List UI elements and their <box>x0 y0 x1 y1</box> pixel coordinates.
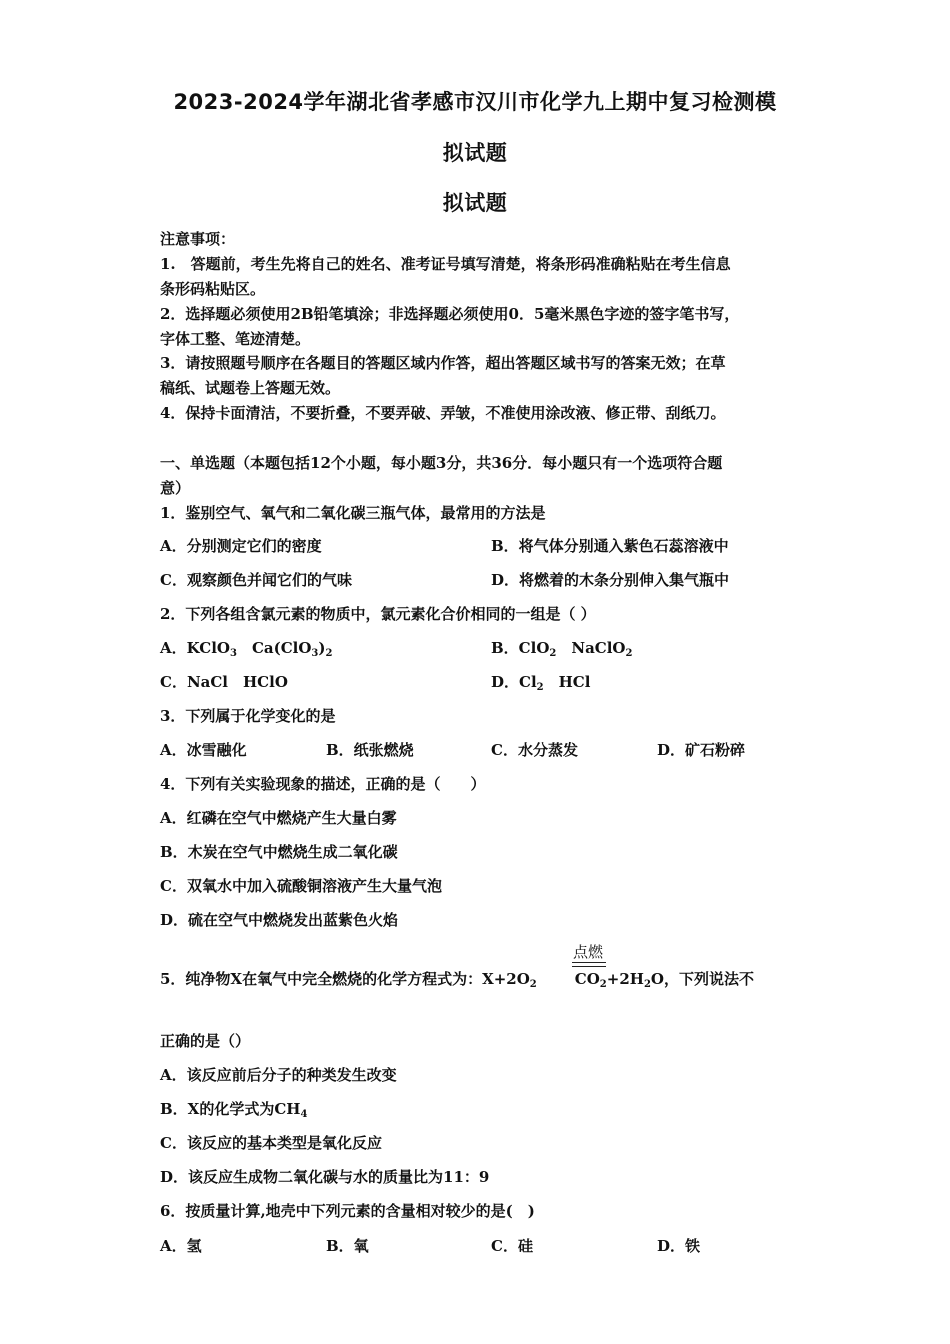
reaction-equals-line-bottom <box>572 966 606 967</box>
notice-item-1b: 条形码粘贴区。 <box>160 280 266 298</box>
page-title-line1: 2023-2024学年湖北省孝感市汉川市化学九上期中复习检测模 <box>173 90 777 114</box>
q2-stem: 2．下列各组含氯元素的物质中，氯元素化合价相同的一组是（ ） <box>160 605 596 623</box>
q6-option-a: A．氢 <box>160 1237 202 1255</box>
q3-option-b: B．纸张燃烧 <box>326 741 414 759</box>
q2-option-c: C．NaCl HClO <box>160 673 288 691</box>
q1-option-a: A．分别测定它们的密度 <box>160 537 322 555</box>
notice-item-3a: 3．请按照题号顺序在各题目的答题区域内作答，超出答题区域书写的答案无效；在草 <box>160 354 726 372</box>
page-title-line3: 拟试题 <box>442 191 508 215</box>
q2-option-a: A．KClO$_3$ $Ca(ClO_3)_2$ <box>160 639 333 659</box>
notice-item-2a: 2．选择题必须使用2B铅笔填涂；非选择题必须使用0．5毫米黑色字迹的签字笔书写， <box>160 305 740 323</box>
q5-option-b: B．X的化学式为$CH_4$ <box>160 1100 308 1120</box>
notice-item-4: 4．保持卡面清洁，不要折叠，不要弄破、弄皱，不准使用涂改液、修正带、刮纸刀。 <box>160 404 726 422</box>
q1-option-d: D．将燃着的木条分别伸入集气瓶中 <box>491 571 730 589</box>
notice-item-2b: 字体工整、笔迹清楚。 <box>160 330 311 348</box>
q1-option-b: B．将气体分别通入紫色石蕊溶液中 <box>491 537 729 555</box>
notice-item-3b: 稿纸、试题卷上答题无效。 <box>160 379 341 397</box>
q3-option-d: D．矿石粉碎 <box>657 741 746 759</box>
q4-stem: 4．下列有关实验现象的描述，正确的是（ ） <box>160 775 486 793</box>
q2-option-b: B．ClO$_2$ NaClO$_2$ <box>491 639 633 659</box>
q2-option-d: D．$Cl_2$ HCl <box>491 673 591 693</box>
q6-stem: 6．按质量计算,地壳中下列元素的含量相对较少的是( ) <box>160 1202 535 1220</box>
q3-option-a: A．冰雪融化 <box>160 741 247 759</box>
q4-option-c: C．双氧水中加入硫酸铜溶液产生大量气泡 <box>160 877 442 895</box>
q5-stem: 5．纯净物X在氧气中完全燃烧的化学方程式为：$X+2O_2$ $CO_2+2H_2O$，下列说法不 <box>160 970 754 990</box>
q5-option-c: C．该反应的基本类型是氧化反应 <box>160 1134 382 1152</box>
q3-option-c: C．水分蒸发 <box>491 741 578 759</box>
section-heading-a: 一、单选题（本题包括12个小题，每小题3分，共36分．每小题只有一个选项符合题 <box>160 454 723 472</box>
page-title-line2: 拟试题 <box>442 141 508 165</box>
reaction-equals-line-top <box>572 962 606 963</box>
reaction-condition-label: 点燃 <box>572 943 603 961</box>
q5-option-a: A．该反应前后分子的种类发生改变 <box>160 1066 397 1084</box>
section-heading-b: 意） <box>160 479 191 497</box>
notice-heading: 注意事项： <box>160 230 236 248</box>
q4-option-b: B．木炭在空气中燃烧生成二氧化碳 <box>160 843 398 861</box>
q5-option-d: D．该反应生成物二氧化碳与水的质量比为11：9 <box>160 1168 490 1186</box>
q1-option-c: C．观察颜色并闻它们的气味 <box>160 571 352 589</box>
q6-option-b: B．氧 <box>326 1237 369 1255</box>
q5-stem-continued: 正确的是（） <box>160 1032 251 1050</box>
q6-option-c: C．硅 <box>491 1237 533 1255</box>
q4-option-a: A．红磷在空气中燃烧产生大量白雾 <box>160 809 397 827</box>
q6-option-d: D．铁 <box>657 1237 701 1255</box>
notice-item-1a: 1. 答题前，考生先将自己的姓名、准考证号填写清楚，将条形码准确粘贴在考生信息 <box>160 255 731 273</box>
q4-option-d: D．硫在空气中燃烧发出蓝紫色火焰 <box>160 911 399 929</box>
q3-stem: 3．下列属于化学变化的是 <box>160 707 336 725</box>
q1-stem: 1．鉴别空气、氧气和二氧化碳三瓶气体，最常用的方法是 <box>160 504 546 522</box>
